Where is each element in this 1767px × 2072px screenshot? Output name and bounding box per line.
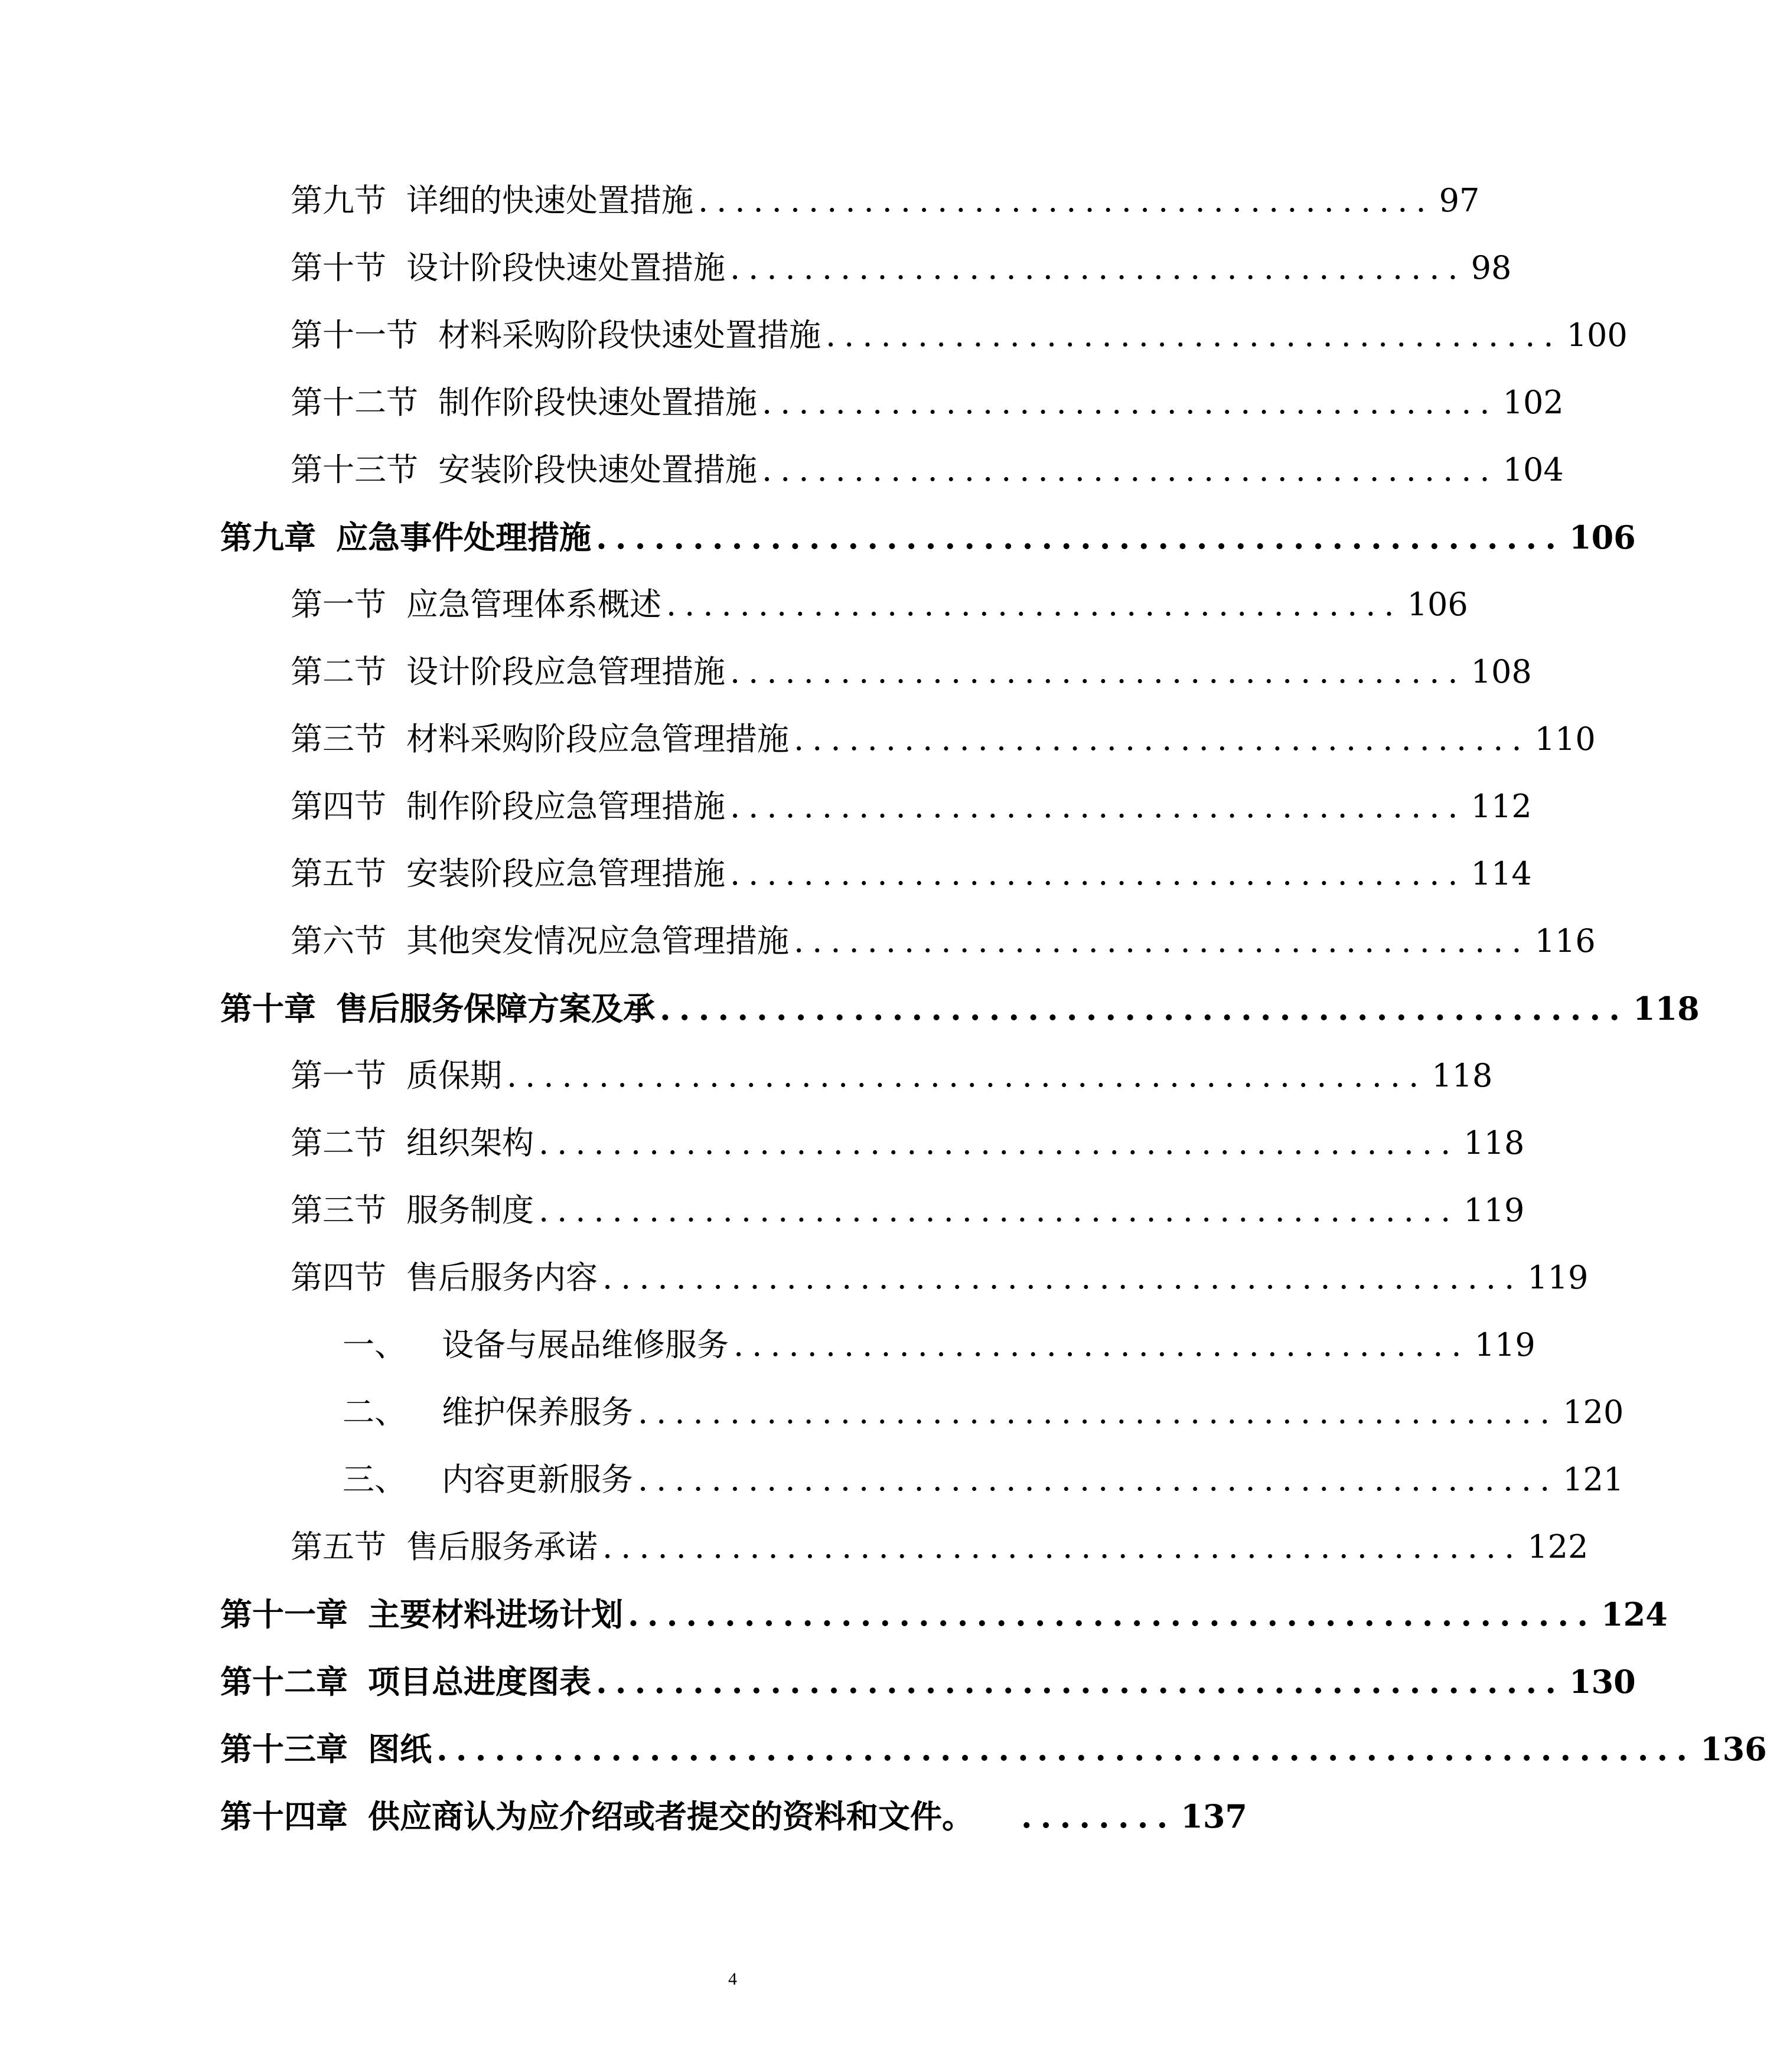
toc-entry-title: 安装阶段应急管理措施 (406, 855, 725, 892)
toc-entry-label: 第十二章 (220, 1663, 348, 1701)
toc-entry[interactable] (291, 648, 1532, 696)
toc-entry-title: 其他突发情况应急管理措施 (406, 922, 789, 960)
toc-entry-label: 第九节 (291, 182, 386, 219)
toc-entry-label: 第九章 (220, 518, 316, 556)
page-number: 4 (728, 1969, 737, 1989)
toc-entry[interactable] (291, 1120, 1525, 1167)
toc-entry-page: 98 (1471, 249, 1512, 286)
toc-dot-leader: .................................................. (628, 1595, 1596, 1633)
toc-entry-page: 110 (1534, 720, 1596, 758)
toc-entry-title: 维护保养服务 (442, 1394, 633, 1431)
toc-entry-label: 一、 (343, 1326, 406, 1363)
toc-entry-label: 第四节 (291, 1259, 386, 1296)
toc-dot-leader: .................................................. (638, 1394, 1559, 1431)
toc-entry[interactable] (291, 581, 1468, 628)
toc-entry[interactable] (291, 1254, 1589, 1301)
toc-entry-page: 120 (1563, 1394, 1624, 1431)
toc-entry-label: 第六节 (291, 922, 386, 960)
toc-entry-title: 制作阶段应急管理措施 (406, 788, 725, 825)
toc-entry-title: 组织架构 (406, 1124, 534, 1161)
toc-entry-page: 119 (1474, 1326, 1535, 1363)
toc-entry-page: 130 (1569, 1663, 1636, 1701)
toc-entry-chapter[interactable] (220, 1725, 1767, 1773)
toc-entry-label: 第十三节 (291, 451, 418, 488)
toc-entry-page: 121 (1563, 1461, 1624, 1498)
toc-entry[interactable] (291, 244, 1512, 292)
toc-entry[interactable] (291, 446, 1564, 494)
toc-dot-leader: ........................................ (730, 653, 1466, 690)
toc-entry-page: 122 (1527, 1528, 1589, 1565)
toc-dot-leader: ........................................ (762, 384, 1498, 421)
toc-entry-page: 97 (1439, 182, 1480, 219)
toc-entry-title: 制作阶段快速处置措施 (438, 384, 757, 421)
toc-entry-title: 供应商认为应介绍或者提交的资料和文件。 (368, 1797, 974, 1835)
toc-entry-title: 服务制度 (406, 1192, 534, 1229)
toc-dot-leader: ........................................ (733, 1326, 1470, 1363)
toc-entry-chapter[interactable] (220, 1591, 1668, 1638)
toc-entry-label: 二、 (343, 1394, 406, 1431)
toc-entry-title: 材料采购阶段快速处置措施 (438, 316, 821, 354)
toc-entry-label: 第十节 (291, 249, 386, 286)
toc-entry[interactable] (291, 1523, 1589, 1571)
toc-dot-leader: ........................................ (730, 249, 1466, 286)
toc-entry-subitem[interactable] (343, 1321, 1535, 1369)
toc-dot-leader: .................................................. (507, 1057, 1427, 1094)
toc-dot-leader: .................................................. (602, 1528, 1523, 1565)
toc-entry-chapter[interactable] (220, 514, 1636, 561)
toc-dot-leader: ........ (1021, 1797, 1176, 1835)
toc-entry[interactable] (291, 1052, 1493, 1099)
toc-dot-leader: .................................................. (660, 990, 1628, 1027)
toc-dot-leader: ................................................................. (436, 1730, 1696, 1768)
toc-entry-label: 第十一章 (220, 1595, 348, 1633)
toc-entry-title: 应急事件处理措施 (336, 518, 591, 556)
toc-entry-title: 售后服务承诺 (406, 1528, 598, 1565)
toc-entry-page: 137 (1181, 1797, 1247, 1835)
toc-dot-leader: ........................................ (730, 788, 1466, 825)
toc-entry[interactable] (291, 850, 1532, 898)
toc-entry-page: 108 (1471, 653, 1532, 690)
toc-entry-title: 设计阶段应急管理措施 (406, 653, 725, 690)
toc-entry-page: 119 (1527, 1259, 1589, 1296)
toc-entry[interactable] (291, 312, 1628, 359)
toc-entry-title: 材料采购阶段应急管理措施 (406, 720, 789, 758)
toc-entry-label: 第四节 (291, 788, 386, 825)
toc-entry-title: 详细的快速处置措施 (406, 182, 693, 219)
toc-entry-label: 第一节 (291, 1057, 386, 1094)
toc-entry-label: 三、 (343, 1461, 406, 1498)
toc-dot-leader: ........................................ (794, 922, 1530, 960)
toc-entry-label: 第十二节 (291, 384, 418, 421)
toc-entry-label: 第五节 (291, 855, 386, 892)
toc-entry[interactable] (291, 783, 1532, 830)
toc-entry-label: 第十四章 (220, 1797, 348, 1835)
toc-entry-label: 第二节 (291, 1124, 386, 1161)
toc-entry-page: 102 (1502, 384, 1564, 421)
toc-entry[interactable] (291, 918, 1596, 965)
toc-dot-leader: ........................................ (666, 586, 1403, 623)
toc-entry-label: 第十章 (220, 990, 316, 1027)
toc-entry-page: 114 (1471, 855, 1532, 892)
toc-entry[interactable] (291, 716, 1596, 763)
toc-entry-title: 售后服务保障方案及承 (336, 990, 655, 1027)
toc-entry-page: 106 (1569, 518, 1636, 556)
toc-entry-label: 第十一节 (291, 316, 418, 354)
toc-entry-title: 质保期 (406, 1057, 502, 1094)
toc-entry-chapter[interactable] (220, 1658, 1636, 1705)
toc-dot-leader: .................................................. (602, 1259, 1523, 1296)
toc-entry-page: 118 (1463, 1124, 1525, 1161)
toc-entry[interactable] (291, 1187, 1525, 1234)
toc-entry-page: 119 (1463, 1192, 1525, 1229)
toc-entry-title: 设备与展品维修服务 (442, 1326, 729, 1363)
toc-entry-page: 106 (1407, 586, 1468, 623)
toc-entry-subitem[interactable] (343, 1389, 1624, 1436)
toc-entry-subitem[interactable] (343, 1456, 1624, 1503)
toc-entry-label: 第二节 (291, 653, 386, 690)
toc-entry-page: 104 (1502, 451, 1564, 488)
toc-dot-leader: .................................................. (596, 1663, 1564, 1701)
toc-entry-title: 应急管理体系概述 (406, 586, 661, 623)
toc-entry-title: 售后服务内容 (406, 1259, 598, 1296)
toc-dot-leader: .................................................. (539, 1124, 1459, 1161)
toc-entry-page: 136 (1700, 1730, 1767, 1768)
toc-entry-title: 内容更新服务 (442, 1461, 633, 1498)
toc-dot-leader: ........................................ (762, 451, 1498, 488)
toc-dot-leader: .................................................. (539, 1192, 1459, 1229)
toc-entry-page: 118 (1432, 1057, 1493, 1094)
toc-entry-page: 124 (1601, 1595, 1668, 1633)
toc-dot-leader: .................................................. (596, 518, 1564, 556)
toc-entry-page: 112 (1471, 788, 1532, 825)
toc-dot-leader: ........................................ (826, 316, 1562, 354)
toc-entry-page: 116 (1534, 922, 1596, 960)
toc-entry-page: 100 (1566, 316, 1628, 354)
toc-entry-title: 图纸 (368, 1730, 432, 1768)
toc-entry-page: 118 (1633, 990, 1700, 1027)
toc-dot-leader: ........................................ (794, 720, 1530, 758)
toc-entry-title: 安装阶段快速处置措施 (438, 451, 757, 488)
toc-entry[interactable] (291, 379, 1564, 426)
toc-entry-title: 项目总进度图表 (368, 1663, 591, 1701)
toc-dot-leader: ........................................ (698, 182, 1435, 219)
toc-entry-label: 第一节 (291, 586, 386, 623)
toc-entry-label: 第三节 (291, 720, 386, 758)
toc-entry-label: 第五节 (291, 1528, 386, 1565)
toc-entry-title: 设计阶段快速处置措施 (406, 249, 725, 286)
toc-dot-leader: ........................................ (730, 855, 1466, 892)
toc-entry-chapter[interactable] (220, 985, 1700, 1032)
toc-entry[interactable] (291, 177, 1480, 224)
toc-entry-label: 第十三章 (220, 1730, 348, 1768)
toc-entry-title: 主要材料进场计划 (368, 1595, 623, 1633)
toc-entry-chapter[interactable] (220, 1793, 1247, 1840)
toc-dot-leader: .................................................. (638, 1461, 1559, 1498)
toc-entry-label: 第三节 (291, 1192, 386, 1229)
